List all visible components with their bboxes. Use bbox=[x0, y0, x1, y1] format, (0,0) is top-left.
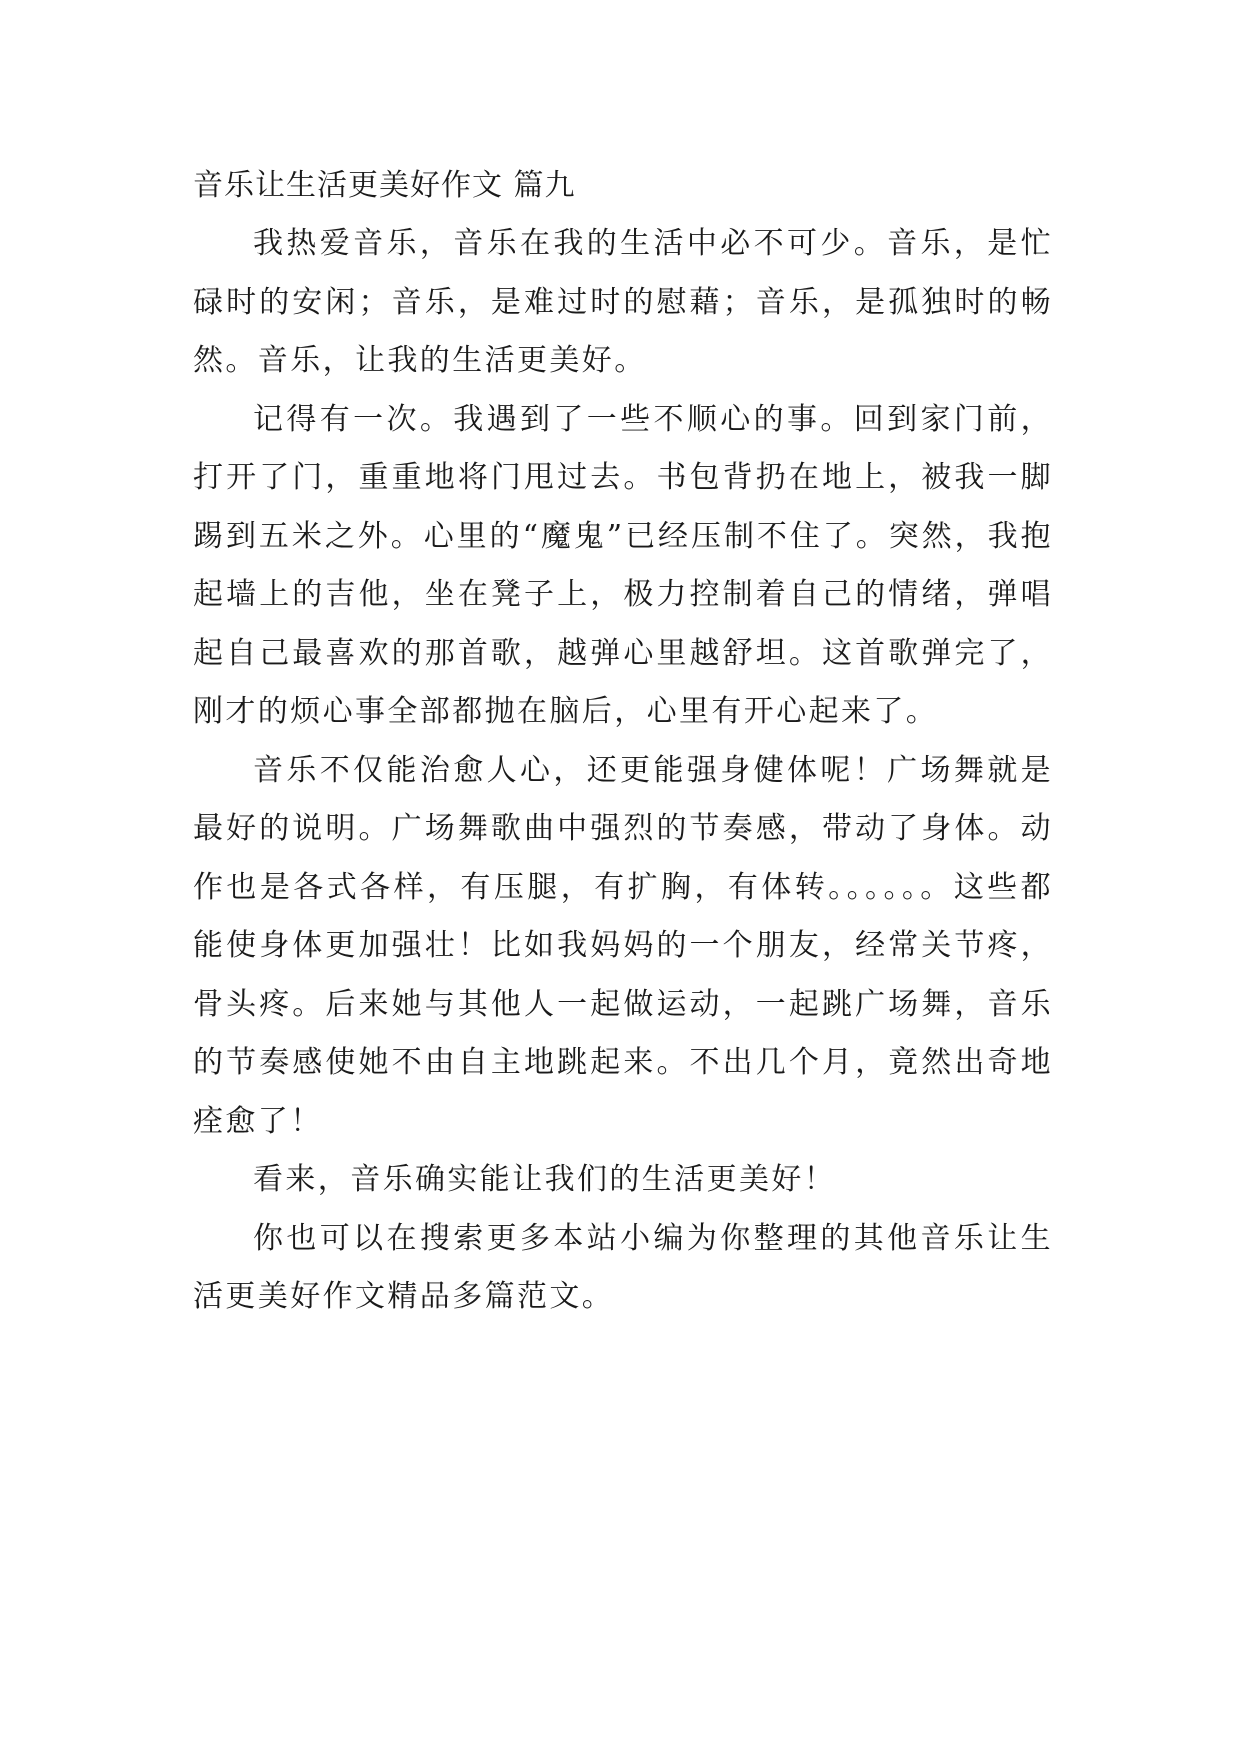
paragraph-2: 记得有一次。我遇到了一些不顺心的事。回到家门前，打开了门，重重地将门甩过去。书包背扔在地上，被我一脚踢到五米之外。心里的“魔鬼”已经压制不住了。突然，我抱起墙上的吉他，坐在凳子上，极力控制着自己的情绪，弹唱起自己最喜欢的那首歌，越弹心里越舒坦。这首歌弹完了，刚才的烦心事全部都抛在脑后，心里有开心起来了。 bbox=[193, 401, 1053, 729]
paragraph-1: 我热爱音乐，音乐在我的生活中必不可少。音乐，是忙碌时的安闲；音乐，是难过时的慰藉；音乐，是孤独时的畅然。音乐，让我的生活更美好。 bbox=[193, 226, 1053, 378]
paragraph-5: 你也可以在搜索更多本站小编为你整理的其他音乐让生活更美好作文精品多篇范文。 bbox=[193, 1220, 1053, 1314]
paragraph-3: 音乐不仅能治愈人心，还更能强身健体呢！广场舞就是最好的说明。广场舞歌曲中强烈的节奏感，带动了身体。动作也是各式各样，有压腿，有扩胸，有体转。。。。。。这些都能使身体更加强壮！比如我妈妈的一个朋友，经常关节疼，骨头疼。后来她与其他人一起做运动，一起跳广场舞，音乐的节奏感使她不由自主地跳起来。不出几个月，竟然出奇地痊愈了！ bbox=[193, 752, 1053, 1139]
paragraph-4: 看来，音乐确实能让我们的生活更美好！ bbox=[253, 1162, 837, 1197]
document-body bbox=[193, 157, 1053, 1327]
document-title: 音乐让生活更美好作文 篇九 bbox=[193, 168, 576, 203]
